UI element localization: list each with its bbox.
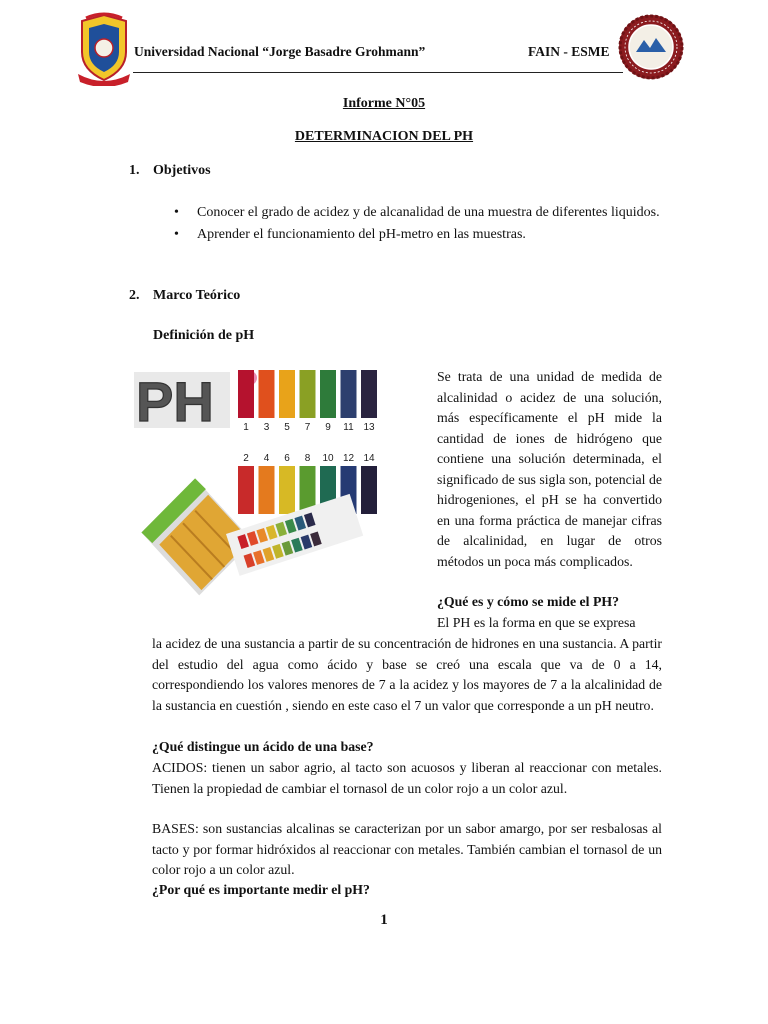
ph-scale-label-top: 9: [325, 422, 331, 433]
ph-scale-label-top: 5: [284, 422, 290, 433]
ph-swatch-top: [238, 370, 254, 418]
ph-scale-label-bottom: 2: [243, 453, 249, 464]
report-title: DETERMINACION DEL PH: [294, 129, 474, 144]
ph-paragraph-first-line: El PH es la forma en que se expresa: [437, 615, 636, 630]
definition-subtitle: Definición de pH: [153, 328, 255, 343]
ph-swatch-top: [279, 370, 295, 418]
section-title: Objetivos: [153, 163, 211, 178]
ph-scale-label-bottom: 4: [263, 453, 270, 464]
definition-paragraph: Se trata de una unidad de medida de alcalinidad o acidez de una solución, más específicamente el pH mide la cantidad de iones de hidrógeno que contiene una solución determinada, el significado de sus sigla son, potencial de hidrogeniones, el pH se ha convertido en una forma práctica de manejar cifras de alcalinidad, en lugar de otros métodos un poca más complicados.: [437, 369, 662, 569]
question-acido-base: ¿Qué distingue un ácido de una base?: [152, 739, 374, 754]
ph-scale-label-bottom: 6: [284, 453, 290, 464]
list-item: • Aprender el funcionamiento del pH-metro en las muestras.: [174, 225, 662, 245]
bases-paragraph: BASES: son sustancias alcalinas se caracterizan por un sabor amargo, por ser resbalosas al tacto y por formar hidróxidos al reaccionar con metales. También cambian el tornasol de un color rojo a un color azul.: [152, 821, 662, 877]
ph-swatch-top: [341, 370, 357, 418]
ph-scale-label-top: 11: [343, 422, 354, 433]
list-item: • Conocer el grado de acidez y de alcanalidad de una muestra de diferentes liquidos.: [174, 203, 662, 223]
ph-swatch-bottom: [238, 466, 254, 514]
ph-scale-label-bottom: 8: [304, 453, 311, 464]
question-importancia-ph: ¿Por qué es importante medir el pH?: [152, 882, 370, 897]
section-marco-heading: [129, 288, 240, 304]
ph-swatch-top: [259, 370, 275, 418]
ph-scale-label-bottom: 10: [322, 453, 334, 464]
section-objetivos-heading: [129, 163, 211, 179]
ph-scale-label-top: 7: [304, 422, 311, 433]
section-number: 2.: [129, 288, 140, 303]
faculty-label: FAIN - ESME: [528, 44, 610, 59]
ph-swatch-top: [300, 370, 316, 418]
university-name: Universidad Nacional “Jorge Basadre Grohmann”: [134, 44, 426, 59]
section-title: Marco Teórico: [153, 288, 241, 303]
ph-swatch-bottom: [361, 466, 377, 514]
acids-paragraph: ACIDOS: tienen un sabor agrio, al tacto son acuosos y liberan al reaccionar con metales. Tienen la propiedad de cambiar el tornasol de un color rojo a un color azul.: [152, 760, 662, 796]
ph-scale-label-top: 13: [363, 422, 375, 433]
report-number: Informe N°05: [342, 96, 426, 111]
ph-swatch-bottom: [259, 466, 275, 514]
objectives-list: [174, 203, 662, 247]
ph-swatch-top: [361, 370, 377, 418]
question-que-es-ph: ¿Qué es y cómo se mide el PH?: [437, 594, 620, 609]
ph-scale-label-bottom: 12: [342, 453, 355, 464]
ph-scale-label-bottom: 14: [363, 453, 375, 464]
ph-swatch-bottom: [279, 466, 295, 514]
section-number: 1.: [129, 163, 140, 178]
faculty-seal-icon: [618, 14, 684, 80]
header-divider: [133, 72, 623, 73]
ph-scale-label-top: 1: [243, 422, 249, 433]
ph-scale-figure: [130, 366, 385, 600]
ph-logo-text: PH: [136, 370, 214, 433]
university-logo-icon: [74, 12, 134, 86]
page-number: 1: [380, 912, 388, 928]
ph-scale-label-top: 3: [263, 422, 270, 433]
ph-swatch-top: [320, 370, 336, 418]
ph-paragraph: la acidez de una sustancia a partir de su concentración de hidrones en una sustancia. A partir del estudio del agua como ácido y base se creó una escala que va de 0 a 14, correspondiendo los valores menores de 7 a la acidez y los mayores de 7 a la alcalinidad de la sustancia en cuestión , siendo en este caso el 7 un valor que corresponde a un pH neutro.: [152, 636, 662, 713]
